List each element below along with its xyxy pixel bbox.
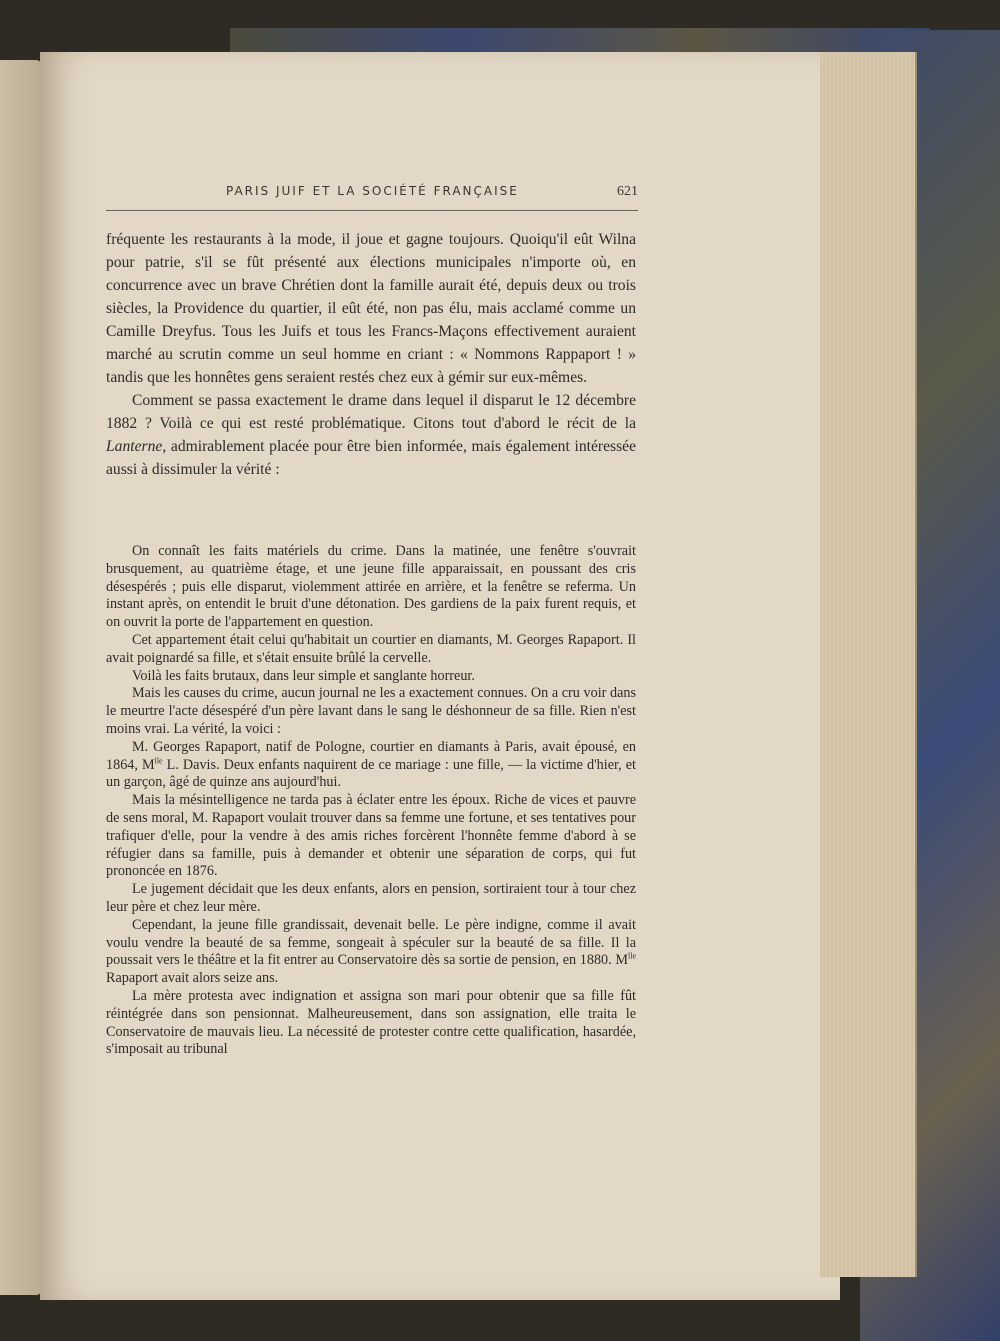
newspaper-title: Lanterne [106,438,163,455]
quote-paragraph-5 [106,739,636,792]
abbrev-mlle: lle [154,755,163,765]
quote-paragraph-3: Voilà les faits brutaux, dans leur simple et sanglante horreur. [132,667,475,684]
quote-paragraph-7: Le jugement décidait que les deux enfants, alors en pension, sortiraient tour à tour chez leur père et chez leur mère. [106,881,636,915]
paragraph-2-start: Comment se passa exactement le drame dans lequel il disparut le 12 décembre 1882 ? Voilà ce qui est resté problématique. Citons tout d'abord le récit de la [106,392,636,432]
quote-paragraph-8 [106,917,636,988]
paragraph-1: fréquente les restaurants à la mode, il joue et gagne toujours. Quoiqu'il eût Wilna pour patrie, s'il se fût présenté aux élections municipales n'importe où, en concurrence avec un brave Chrétien dont la famille aurait été, depuis deux ou trois siècles, la Providence du quartier, il eût été, non pas élu, mais acclamé comme un Camille Dreyfus. Tous les Juifs et tous les Francs-Maçons effectivement auraient marché au scrutin comme un seul homme en criant : « Nommons Rappaport ! » tandis que les honnêtes gens seraient restés chez eux à gémir sur eux-mêmes. [106,231,636,386]
quote-paragraph-9: La mère protesta avec indignation et assigna son mari pour obtenir que sa fille fût réintégrée dans son pensionnat. Malheureusement, dans son assignation, elle traita le Conservatoire de mauvais lieu. La nécessité de protester contre cette qualification, hasardée, s'imposait au tribunal [106,987,636,1058]
running-title: PARIS JUIF ET LA SOCIÉTÉ FRANÇAISE [226,184,519,198]
quote-paragraph-2: Cet appartement était celui qu'habitait un courtier en diamants, M. Georges Rapaport. Il avait poignardé sa fille, et s'était ensuite brûlé la cervelle. [106,631,636,666]
quote-paragraph-8-end: Rapaport avait alors seize ans. [106,970,279,987]
book-cover-top-edge [230,28,930,54]
quoted-article [106,543,636,1059]
abbrev-mlle-2: lle [628,951,636,961]
quote-paragraph-5-end: L. Davis. Deux enfants naquirent de ce mariage : une fille, — la victime d'hier, et un garçon, âgé de quinze ans aujourd'hui. [106,756,636,791]
paragraph-2-end: , admirablement placée pour être bien informée, mais également intéressée aussi à dissimuler la vérité : [106,438,636,478]
quote-paragraph-1: On connaît les faits matériels du crime. Dans la matinée, une fenêtre s'ouvrait brusquement, au quatrième étage, et une jeune fille apparaissait, en poussant des cris désespérés ; puis elle disparut, violemment attirée en arrière, et la fenêtre se referma. Un instant après, on entendit le bruit d'une détonation. Des gardiens de la paix furent requis, et on ouvrit la porte de l'appartement en question. [106,543,636,631]
main-text [106,228,636,481]
page-stack-edges [820,52,917,1277]
facing-page-edge [0,60,42,1295]
quote-paragraph-6: Mais la mésintelligence ne tarda pas à éclater entre les époux. Riche de vices et pauvre de sens moral, M. Rapaport voulait trouver dans sa femme une fortune, et ses tentatives pour trafiquer d'elle, pour la vendre à des amis riches forcèrent l'honnête femme d'abord à se réfugier dans sa famille, puis à demander et obtenir une séparation de corps, qui fut prononcée en 1876. [106,792,636,880]
page-number: 621 [617,184,638,199]
quote-paragraph-5-start: M. Georges Rapaport, natif de Pologne, courtier en diamants à Paris, avait épousé, en 1864, M [106,738,636,773]
quote-paragraph-4: Mais les causes du crime, aucun journal ne les a exactement connues. On a cru voir dans le meurtre l'acte désespéré d'un père lavant dans le sang le déshonneur de sa fille. Rien n'est moins vrai. La vérité, la voici : [106,685,636,737]
quote-paragraph-8-start: Cependant, la jeune fille grandissait, devenait belle. Le père indigne, comme il avait voulu vendre la beauté de sa femme, songeait à spéculer sur la beauté de sa fille. Il la poussait vers le théâtre et la fit entrer au Conservatoire dès sa sortie de pension, en 1880. M [106,916,636,969]
page-header [106,184,638,211]
paragraph-2 [106,389,636,481]
